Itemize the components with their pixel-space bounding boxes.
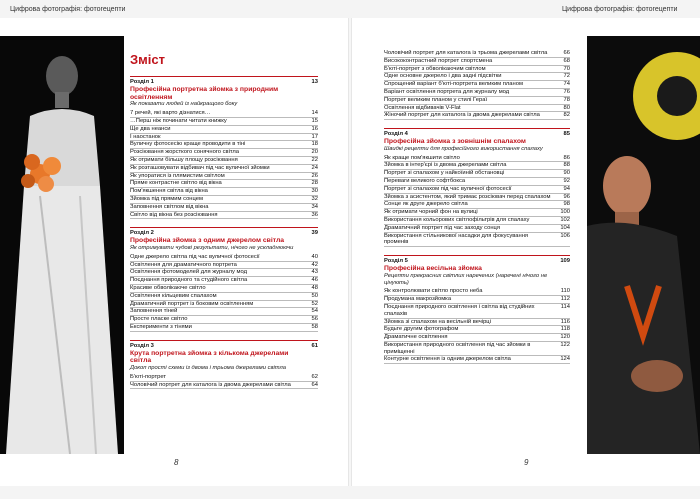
toc-entry[interactable]: [130, 382, 318, 390]
toc-entry-page: 40: [311, 253, 318, 260]
toc-entry-page: 32: [311, 195, 318, 202]
toc-section: [384, 255, 570, 364]
section-title[interactable]: Професійна весільна зйомка: [384, 264, 482, 272]
toc-entry[interactable]: [384, 304, 570, 319]
section-title[interactable]: Професійна зйомка з зовнішнім спалахом: [384, 137, 526, 145]
toc-entry-title: Використання кольорових світлофільтрів для спалаху: [384, 216, 530, 223]
toc-entry-title: Б'юті-портрет: [130, 373, 167, 380]
toc-entry-title: Зйомка під прямим сонцем: [130, 195, 203, 202]
toc-right-column: [384, 50, 570, 364]
toc-entry[interactable]: [130, 269, 318, 277]
toc-entry[interactable]: [384, 58, 570, 66]
toc-section: [130, 227, 318, 331]
toc-entry-page: 76: [563, 88, 570, 95]
toc-entry-page: 100: [560, 209, 570, 216]
toc-entry-title: …Перш ніж починати читати книжку: [130, 117, 227, 124]
toc-entry-page: 114: [560, 303, 570, 310]
toc-entry[interactable]: [130, 110, 318, 118]
toc-entry-page: 122: [560, 341, 570, 348]
toc-entry[interactable]: [130, 141, 318, 149]
toc-entry[interactable]: [384, 112, 570, 120]
toc-entry-page: 20: [311, 149, 318, 156]
section-page: 39: [311, 230, 318, 237]
toc-entry-title: Освітлення фотомоделей для журналу мод: [130, 269, 247, 276]
toc-entry-page: 124: [560, 356, 570, 363]
toc-title: Зміст: [130, 52, 165, 67]
toc-entry-title: Продумана макрозйомка: [384, 296, 452, 303]
toc-entry-title: Освітлення для драматичного портрета: [130, 261, 237, 268]
toc-entry-page: 68: [563, 57, 570, 64]
toc-entry[interactable]: [384, 326, 570, 334]
section-subtitle: Швидкі рецепти для професійного використання спалаху: [384, 145, 543, 152]
toc-entry-title: Спрощений варіант б'юті-портрета великим планом: [384, 81, 523, 88]
section-label: Розділ 5: [384, 258, 408, 265]
section-label: Розділ 2: [130, 230, 154, 237]
toc-entry-page: 26: [311, 172, 318, 179]
toc-entry-page: 106: [560, 232, 570, 239]
toc-entry-title: Світло від вікна без розсіювання: [130, 211, 218, 218]
toc-entry-title: Красиве обволікаюче світло: [130, 284, 206, 291]
toc-entry-page: 22: [311, 156, 318, 163]
toc-entry-title: Чоловічий портрет для каталога із трьома джерелами світла: [384, 50, 548, 56]
toc-entry-title: Б'юті-портрет з обволікаючим світлом: [384, 65, 486, 72]
toc-entry-page: 17: [311, 133, 318, 140]
toc-entry-title: Переваги великого софтбокса: [384, 177, 466, 184]
toc-entry[interactable]: [130, 149, 318, 157]
toc-entry-page: 62: [311, 373, 318, 380]
toc-entry-title: Драматичне освітлення: [384, 334, 448, 341]
toc-entry[interactable]: [384, 162, 570, 170]
toc-entry-title: Одне джерело світла під час вуличної фотосесії: [130, 253, 260, 260]
toc-entry[interactable]: [130, 204, 318, 212]
toc-entry-title: І наостанок: [130, 133, 161, 140]
section-subtitle: Докоп прості схеми із двома і трьома джерелами світла: [130, 365, 286, 372]
toc-entry-page: 120: [560, 334, 570, 341]
toc-entry-title: Поєднання природного освітлення і світла від студійних спалахів: [384, 303, 535, 317]
toc-left-column: [130, 52, 318, 389]
toc-entry-page: 58: [311, 323, 318, 330]
toc-entry-title: Одне основне джерело і два задні підсвітки: [384, 73, 502, 80]
toc-entry-page: 102: [560, 216, 570, 223]
section-label: Розділ 1: [130, 79, 154, 85]
book-spine: [348, 18, 352, 486]
toc-entry-page: 16: [311, 125, 318, 132]
toc-entry[interactable]: [384, 194, 570, 202]
section-subtitle: Як отримувати чудові результати, нічого не ускладнюючи: [130, 244, 294, 251]
toc-entry[interactable]: [130, 173, 318, 181]
toc-entry[interactable]: [130, 134, 318, 142]
toc-entry-page: 98: [563, 201, 570, 208]
toc-entry[interactable]: [384, 89, 570, 97]
toc-entry-title: Освітлення кільцевим спалахом: [130, 292, 217, 299]
toc-entry-title: Варіант освітлення портрета для журналу мод: [384, 88, 510, 95]
toc-entry-page: 110: [560, 288, 570, 295]
toc-entry[interactable]: [384, 178, 570, 186]
toc-entry[interactable]: [384, 356, 570, 364]
toc-entry[interactable]: [130, 374, 318, 382]
toc-entry-page: 104: [560, 224, 570, 231]
page-number-right: 9: [524, 458, 529, 467]
toc-entry[interactable]: [384, 209, 570, 217]
toc-entry[interactable]: [130, 157, 318, 165]
toc-entry-page: 88: [563, 162, 570, 169]
toc-entry-page: 30: [311, 188, 318, 195]
toc-entry-page: 72: [563, 73, 570, 80]
toc-entry[interactable]: [130, 285, 318, 293]
toc-entry-title: Зйомка зі спалахом на весільній вечірці: [384, 318, 491, 325]
toc-entry-title: Пом'якшення світла від вікна: [130, 188, 208, 195]
toc-entry-page: 52: [311, 300, 318, 307]
toc-entry-page: 24: [311, 164, 318, 171]
toc-entry-page: 78: [563, 96, 570, 103]
toc-entry[interactable]: [384, 288, 570, 296]
toc-entry-page: 36: [311, 211, 318, 218]
toc-entry[interactable]: [384, 296, 570, 304]
toc-entry-page: 94: [563, 185, 570, 192]
toc-section: [384, 128, 570, 247]
toc-entry-page: 80: [563, 104, 570, 111]
toc-entry[interactable]: [130, 180, 318, 188]
toc-section: [130, 76, 318, 219]
toc-entry-title: Сонце як друге джерело світла: [384, 201, 468, 208]
toc-entry[interactable]: [384, 217, 570, 225]
section-label: Розділ 3: [130, 342, 154, 349]
toc-entry[interactable]: [130, 212, 318, 220]
toc-entry[interactable]: [384, 97, 570, 105]
section-subtitle: Рецепти прекрасних світлих наречених (наречені нічого не цінують): [384, 272, 548, 286]
section-header: [130, 79, 318, 86]
toc-entry-title: Зйомка з асистентом, який тримає розсіювач перед спалахом: [384, 193, 551, 200]
toc-entry-page: 116: [560, 318, 570, 325]
toc-entry-title: Чоловічий портрет для каталога із двома джерелами світла: [130, 381, 291, 388]
toc-entry-title: Як розташовувати відбивач під час вуличної зйомки: [130, 164, 270, 171]
toc-entry-title: Вуличну фотосесію краще проводити в тіні: [130, 141, 246, 148]
toc-entry-page: 28: [311, 180, 318, 187]
toc-entry-page: 50: [311, 292, 318, 299]
toc-entry[interactable]: [130, 293, 318, 301]
toc-entry[interactable]: [130, 188, 318, 196]
toc-entry[interactable]: [384, 225, 570, 233]
toc-entry-title: Жіночий портрет для каталога із двома джерелами світла: [384, 112, 540, 119]
toc-entry-title: Поєднання природного та студійного світла: [130, 277, 248, 284]
toc-entry-page: 66: [563, 50, 570, 56]
toc-entry-title: Як отримати більшу площу розсіювання: [130, 156, 238, 163]
toc-entry-page: 82: [563, 112, 570, 119]
toc-entry-title: Як отримати чорний фон на вулиці: [384, 209, 478, 216]
toc-entry-page: 18: [311, 141, 318, 148]
toc-entry[interactable]: [384, 201, 570, 209]
running-header-left: Цифрова фотографія: фотоrецепти: [10, 6, 126, 13]
toc-entry-page: 112: [560, 296, 570, 303]
section-header: [384, 131, 570, 138]
section-title[interactable]: Крута портретна зйомка з кількома джерелами світла: [130, 349, 289, 365]
section-subtitle: Як показати людей із найкращого боку: [130, 101, 238, 108]
toc-entry-page: 56: [311, 316, 318, 323]
toc-entry-page: 92: [563, 177, 570, 184]
toc-entry[interactable]: [130, 126, 318, 134]
toc-entry-title: Зйомка в інтер'єрі із двома джерелами світла: [384, 162, 507, 169]
section-header: [384, 258, 570, 265]
toc-entry-title: 7 речей, які варто дізнатися…: [130, 110, 211, 117]
section-page: 13: [311, 79, 318, 85]
section-title[interactable]: Професійна зйомка з одним джерелом світла: [130, 237, 285, 245]
toc-entry-title: Заповнення світлом від вікна: [130, 203, 209, 210]
toc-entry-page: 70: [563, 65, 570, 72]
toc-entry-title: Експерименти з тінями: [130, 323, 192, 330]
toc-entry-title: Портрет зі спалахом у найкоїиній обстановці: [384, 170, 505, 177]
toc-entry[interactable]: [130, 277, 318, 285]
toc-entry-page: 74: [563, 81, 570, 88]
toc-entry-title: Ще два неанси: [130, 125, 171, 132]
toc-section: [130, 340, 318, 390]
section-page: 109: [560, 258, 570, 265]
toc-entry-title: Портрет зі спалахом під час вуличної фотосесії: [384, 185, 512, 192]
toc-entry-page: 14: [311, 110, 318, 117]
toc-entry[interactable]: [130, 118, 318, 126]
toc-entry-title: Освітлення відбивачів V-Flat: [384, 104, 461, 111]
toc-entry[interactable]: [384, 50, 570, 58]
toc-entry-title: Використання природного освітлення під час зйомки в приміщенні: [384, 341, 531, 355]
toc-entry-title: Портрет великим планом у стилі Гераї: [384, 96, 488, 103]
toc-entry[interactable]: [384, 342, 570, 357]
toc-entry-title: Як упоратися із плямистим світлом: [130, 172, 225, 179]
toc-entry-page: 43: [311, 269, 318, 276]
page-number-left: 8: [174, 458, 179, 467]
toc-entry[interactable]: [384, 81, 570, 89]
toc-entry-page: 48: [311, 284, 318, 291]
toc-entry[interactable]: [130, 324, 318, 332]
toc-entry-page: 96: [563, 193, 570, 200]
toc-entry[interactable]: [130, 165, 318, 173]
toc-entry-page: 15: [311, 117, 318, 124]
toc-entry-page: 54: [311, 308, 318, 315]
toc-entry-title: Висококонтрастний портрет спортсмена: [384, 57, 493, 64]
section-page: 61: [311, 342, 318, 349]
toc-entry[interactable]: [384, 66, 570, 74]
toc-entry-title: Використання стільникової насадки для фокусування променів: [384, 232, 529, 246]
section-title[interactable]: Професійна портретна зйомка з природним освітленням: [130, 85, 279, 101]
toc-entry[interactable]: [130, 196, 318, 204]
toc-entry-page: 86: [563, 154, 570, 161]
toc-entry[interactable]: [384, 334, 570, 342]
toc-entry[interactable]: [384, 186, 570, 194]
toc-entry[interactable]: [384, 319, 570, 327]
toc-entry-title: Контурне освітлення із одним джерелом світла: [384, 356, 511, 363]
toc-entry-title: Заповнення тіней: [130, 308, 178, 315]
toc-entry-title: Просте пласке світло: [130, 316, 188, 323]
section-label: Розділ 4: [384, 131, 408, 138]
toc-entry[interactable]: [384, 170, 570, 178]
toc-entry-page: 34: [311, 203, 318, 210]
toc-entry-title: Будьте другим фотографом: [384, 326, 459, 333]
toc-entry-title: Драматичний портрет із боковим освітленням: [130, 300, 254, 307]
athlete-photo: [587, 36, 700, 454]
toc-entry-title: Як контролювати світло просто неба: [384, 288, 483, 295]
toc-entry-page: 90: [563, 170, 570, 177]
toc-entry-title: Пряме контрастне світло від вікна: [130, 180, 222, 187]
running-header-right: Цифрова фотографія: фотоrецепти: [562, 6, 678, 13]
toc-entry-page: 64: [311, 381, 318, 388]
toc-entry-page: 42: [311, 261, 318, 268]
toc-entry-page: 46: [311, 277, 318, 284]
bride-photo: [0, 36, 124, 454]
toc-entry-title: Драматичний портрет під час заходу сонця: [384, 224, 501, 231]
section-page: 85: [563, 131, 570, 138]
toc-entry-title: Як краще пом'якшити світло: [384, 154, 460, 161]
section-header: [130, 343, 318, 350]
toc-entry[interactable]: [130, 308, 318, 316]
toc-entry-page: 118: [560, 326, 570, 333]
toc-entry[interactable]: [384, 233, 570, 248]
toc-entry[interactable]: [130, 316, 318, 324]
toc-entry[interactable]: [130, 254, 318, 262]
toc-entry-title: Розсіювання жорсткого сонячного світла: [130, 149, 240, 156]
